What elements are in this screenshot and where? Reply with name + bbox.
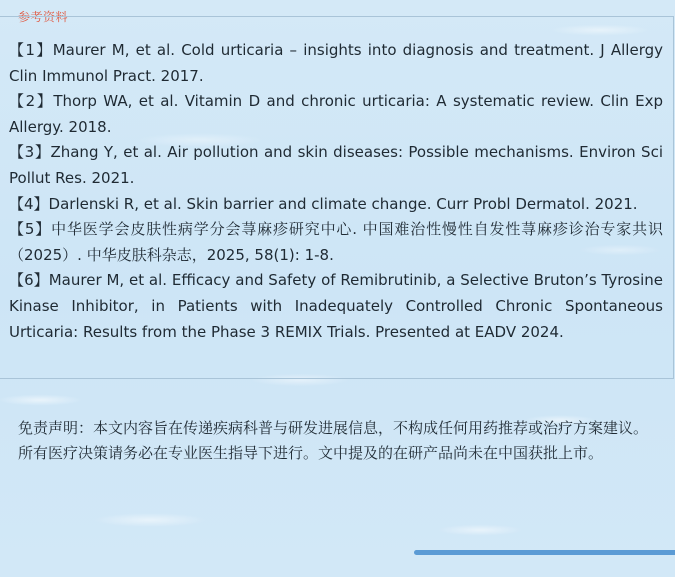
reference-item-6: 【6】Maurer M, et al. Efficacy and Safety of Remibrutinib, a Selective Bruton’s Tyrosine Kinase Inhibitor, in Patients with Inadequately Controlled Chronic Spontaneous Urticaria: Results from the Phase 3 REMIX Trials. Presented at EADV 2024.: [9, 271, 663, 341]
reference-item-3: 【3】Zhang Y, et al. Air pollution and skin diseases: Possible mechanisms. Environ Sci Pollut Res. 2021.: [9, 143, 663, 187]
reference-item-4: 【4】Darlenski R, et al. Skin barrier and climate change. Curr Probl Dermatol. 2021.: [9, 194, 638, 213]
reference-list: [9, 38, 663, 345]
reference-item-5: 【5】中华医学会皮肤性病学分会荨麻疹研究中心. 中国难治性慢性自发性荨麻疹诊治专家共识（2025）. 中华皮肤科杂志，2025, 58(1): 1-8.: [9, 220, 663, 264]
disclaimer-text: 免责声明：本文内容旨在传递疾病科普与研发进展信息，不构成任何用药推荐或治疗方案建议。所有医疗决策请务必在专业医生指导下进行。文中提及的在研产品尚未在中国获批上市。: [18, 419, 649, 462]
reference-item-1: 【1】Maurer M, et al. Cold urticaria – insights into diagnosis and treatment. J Allergy Clin Immunol Pract. 2017.: [9, 41, 663, 85]
reference-item-2: 【2】Thorp WA, et al. Vitamin D and chronic urticaria: A systematic review. Clin Exp Allergy. 2018.: [9, 92, 663, 136]
section-tag: 参考资料: [18, 10, 69, 24]
accent-bar: [414, 550, 675, 555]
